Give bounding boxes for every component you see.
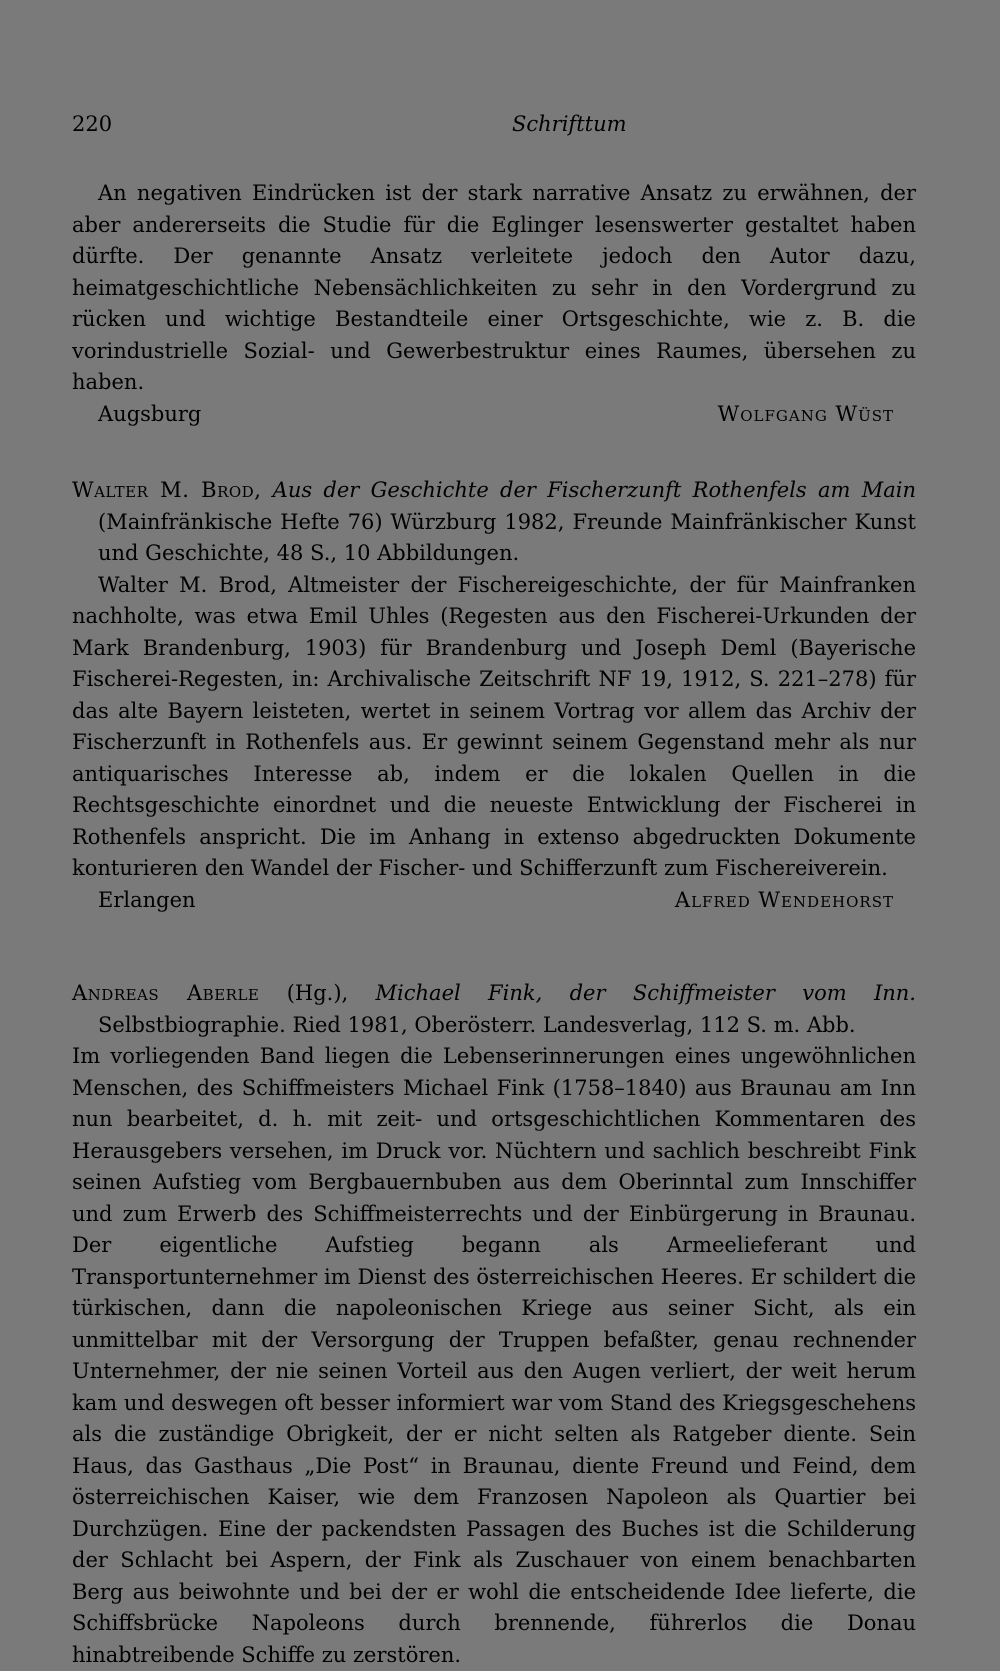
reviewer-place: Erlangen xyxy=(98,887,196,912)
book-author: Andreas Aberle xyxy=(72,981,260,1005)
review-signature xyxy=(72,399,916,430)
reviewer-place: Augsburg xyxy=(98,401,202,426)
review-body: Im vorliegenden Band liegen die Lebenserinnerungen eines ungewöhnlichen Menschen, des Schiffmeisters Michael Fink (1758–1840) aus Braunau am Inn nun bearbeitet, d. h. mit zeit- und ortsgeschichtlichen Kommentaren des Herausgebers versehen, im Druck vor. Nüchtern und sachlich beschreibt Fink seinen Aufstieg vom Bergbauernbuben aus dem Oberinntal zum Innschiffer und zum Erwerb des Schiffmeisterrechts und der Einbürgerung in Braunau. Der eigentliche Aufstieg begann als Armeelieferant und Transportunternehmer im Dienst des österreichischen Heeres. Er schildert die türkischen, dann die napoleonischen Kriege aus seiner Sicht, als ein unmittelbar mit der Versorgung der Truppen befaßter, genau rechnender Unternehmer, der nie seinen Vorteil aus den Augen verliert, der weit herum kam und deswegen oft besser informiert war vom Stand des Kriegsgeschehens als die zuständige Obrigkeit, der er nicht selten als Ratgeber diente. Sein Haus, das Gasthaus „Die Post“ in Braunau, diente Freund und Feind, dem österreichischen Kaiser, wie dem Franzosen Napoleon als Quartier bei Durchzügen. Eine der packendsten Passagen des Buches ist die Schilderung der Schlacht bei Aspern, der Fink als Zuschauer von einem benachbarten Berg aus beiwohnte und bei der er wohl die entscheidende Idee lieferte, die Schiffsbrücke Napoleons durch brennende, führerlos die Donau hinabtreibende Schiffe zu zerstören. xyxy=(72,1044,916,1667)
page-number: 220 xyxy=(72,112,113,136)
reviewer-name: Wolfgang Wüst xyxy=(717,401,894,426)
running-title: Schrifttum xyxy=(512,112,627,136)
review-body: An negativen Eindrücken ist der stark narrative Ansatz zu erwähnen, der aber andererseits die Studie für die Eglinger lesenswerter gestaltet haben dürfte. Der genannte Ansatz verleitete jedoch den Autor dazu, heimatgeschichtliche Nebensächlichkeiten zu sehr in den Vordergrund zu rücken und wichtige Bestandteile einer Ortsgeschichte, wie z. B. die vorindustrielle Sozial- und Gewerbestruktur eines Raumes, übersehen zu haben. xyxy=(72,181,916,394)
reviewer-name: Alfred Wendehorst xyxy=(674,887,894,912)
review-signature xyxy=(72,885,916,916)
review-aberle xyxy=(72,978,916,1671)
book-author: Walter M. Brod, xyxy=(72,478,262,502)
book-author-suffix: (Hg.), xyxy=(286,981,349,1005)
book-title: Michael Fink, der Schiffmeister vom Inn. xyxy=(375,981,916,1005)
bibliographic-entry xyxy=(72,475,916,570)
bibliographic-entry xyxy=(72,978,916,1041)
book-details: Selbstbiographie. Ried 1981, Oberösterr. Landesverlag, 112 S. m. Abb. xyxy=(98,1012,856,1037)
book-details: (Mainfränkische Hefte 76) Würzburg 1982, Freunde Mainfränkischer Kunst und Geschichte, 48 S., 10 Abbildungen. xyxy=(98,509,916,565)
running-header xyxy=(72,112,916,140)
review-body: Walter M. Brod, Altmeister der Fischereigeschichte, der für Mainfranken nachholte, was etwa Emil Uhles (Regesten aus den Fischerei-Urkunden der Mark Brandenburg, 1903) für Brandenburg und Joseph Deml (Bayerische Fischerei-Regesten, in: Archivalische Zeitschrift NF 19, 1912, S. 221–278) für das alte Bayern leisteten, wertet in seinem Vortrag vor allem das Archiv der Fischerzunft in Rothenfels aus. Er gewinnt seinem Gegenstand mehr als nur antiquarisches Interesse ab, indem er die lokalen Quellen in die Rechtsgeschichte einordnet und die neueste Entwicklung der Fischerei in Rothenfels anspricht. Die im Anhang in extenso abgedruckten Dokumente konturieren den Wandel der Fischer- und Schifferzunft zum Fischereiverein. xyxy=(72,572,916,880)
review-wuest xyxy=(72,178,916,430)
book-title: Aus der Geschichte der Fischerzunft Rothenfels am Main xyxy=(272,478,916,502)
review-brod xyxy=(72,475,916,916)
